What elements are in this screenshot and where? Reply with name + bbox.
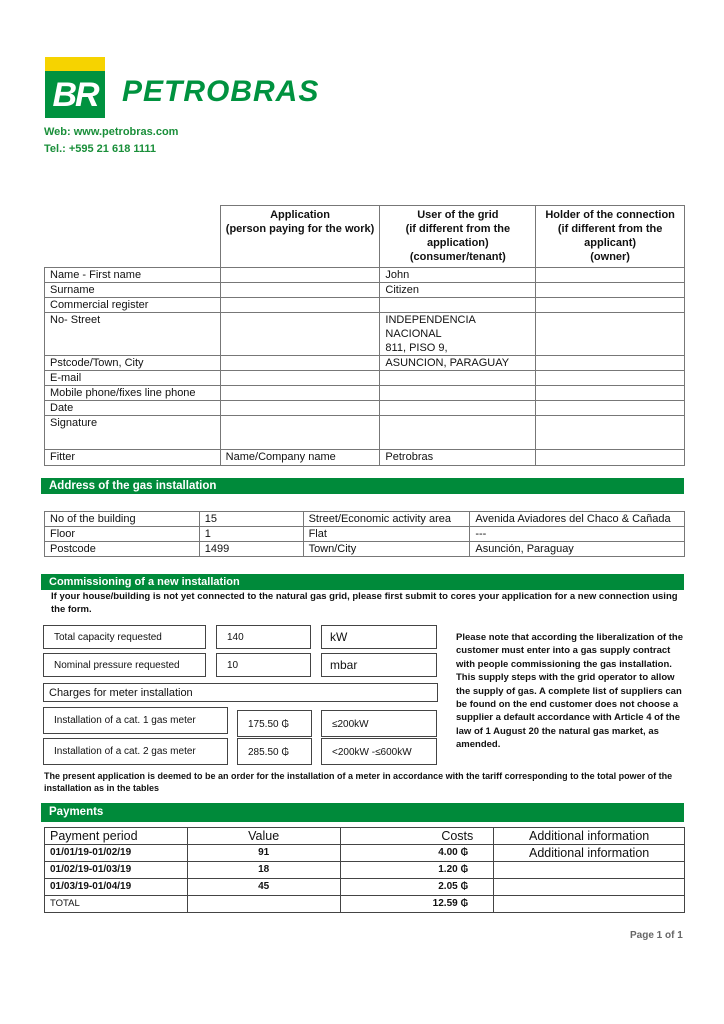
cat2-range-box [321,738,437,765]
pressure-label: Nominal pressure requested [54,660,180,671]
cat2-label: Installation of a cat. 2 gas meter [54,746,196,757]
user-cell[interactable] [380,386,536,401]
address-label: Flat [303,527,470,542]
address-label: No of the building [45,512,200,527]
row-label: No- Street [45,313,221,356]
row-label: Mobile phone/fixes line phone [45,386,221,401]
capacity-label-box [43,625,206,649]
header-user-of-grid: User of the grid (if different from the application) (consumer/tenant) [380,206,536,268]
cat1-label: Installation of a cat. 1 gas meter [54,715,196,726]
page-number: Page 1 of 1 [630,930,683,941]
application-cell[interactable] [220,268,380,283]
address-section-title: Address of the gas installation [41,478,684,494]
address-value[interactable]: 1499 [199,542,303,557]
payment-total-value: 12.59 ₲ [340,896,494,913]
holder-cell[interactable] [536,298,685,313]
address-label: Postcode [45,542,200,557]
row-label: E-mail [45,371,221,386]
cat1-range: ≤200kW [332,719,369,730]
user-cell[interactable]: ASUNCION, PARAGUAY [380,356,536,371]
address-value[interactable]: 15 [199,512,303,527]
holder-cell[interactable] [536,401,685,416]
cat1-price-box [237,710,312,737]
application-cell[interactable]: Name/Company name [220,450,380,466]
user-cell[interactable]: Citizen [380,283,536,298]
web-contact: Web: www.petrobras.com [44,126,179,138]
payment-cost: 1.20 ₲ [340,862,494,879]
application-cell[interactable] [220,313,380,356]
payments-section-title: Payments [41,803,684,822]
row-label: Signature [45,416,221,450]
header-application: Application (person paying for the work) [220,206,380,268]
application-cell[interactable] [220,283,380,298]
cat2-label-box [43,738,228,765]
address-label: Street/Economic activity area [303,512,470,527]
phone-contact: Tel.: +595 21 618 1111 [44,143,157,155]
address-table [44,511,685,557]
payment-value: 91 [187,845,340,862]
payments-header-costs: Costs [340,828,494,845]
order-note: The present application is deemed to be an order for the installation of a meter in accordance with the tariff corresponding to the total power of the installation as in the tables [44,771,673,793]
pressure-unit-box [321,653,437,677]
cat1-range-box [321,710,437,737]
cat1-label-box [43,707,228,734]
user-cell[interactable]: Petrobras [380,450,536,466]
payments-header-value: Value [187,828,340,845]
logo-yellow-stripe [45,57,105,71]
user-cell[interactable] [380,416,536,450]
payment-cost: 2.05 ₲ [340,879,494,896]
payment-period: 01/02/19-01/03/19 [45,862,188,879]
charges-label-box [43,683,438,702]
cat2-price: 285.50 ₲ [248,747,290,758]
address-label: Floor [45,527,200,542]
holder-cell[interactable] [536,356,685,371]
cat2-range: <200kW -≤600kW [332,747,412,758]
holder-cell[interactable] [536,416,685,450]
payment-info [494,879,685,896]
address-value[interactable]: Asunción, Paraguay [470,542,685,557]
user-cell[interactable] [380,371,536,386]
pressure-value: 10 [227,660,239,671]
application-cell[interactable] [220,416,380,450]
logo-wordmark: PETROBRAS [122,75,320,108]
row-label: Name - First name [45,268,221,283]
row-label: Commercial register [45,298,221,313]
holder-cell[interactable] [536,450,685,466]
payments-table [44,827,685,913]
user-cell[interactable]: John [380,268,536,283]
liberalization-note: Please note that according the liberalization of the customer must enter into a gas supply contract with people commissioning the gas installation. This supply steps with the grid operator to allow the supply of gas. A complete list of suppliers can be found on the end customer does not choose a supplier a default accordance with Article 4 of the law of 1 August 20 the natural gas market, as amended. [456,632,683,751]
payment-period: 01/01/19-01/02/19 [45,845,188,862]
address-label: Town/City [303,542,470,557]
capacity-unit: kW [330,630,348,644]
user-cell[interactable] [380,401,536,416]
payment-value: 18 [187,862,340,879]
pressure-unit: mbar [330,658,358,672]
applicant-table [44,205,685,466]
row-label: Surname [45,283,221,298]
holder-cell[interactable] [536,283,685,298]
cat1-price: 175.50 ₲ [248,719,290,730]
holder-cell[interactable] [536,313,685,356]
address-value[interactable]: 1 [199,527,303,542]
header-holder: Holder of the connection (if different from the applicant) (owner) [536,206,685,268]
user-cell[interactable]: INDEPENDENCIA NACIONAL 811, PISO 9, [380,313,536,356]
payment-info [494,862,685,879]
capacity-unit-box [321,625,437,649]
application-cell[interactable] [220,298,380,313]
row-label: Pstcode/Town, City [45,356,221,371]
holder-cell[interactable] [536,386,685,401]
capacity-value-field[interactable] [216,625,311,649]
commissioning-intro: If your house/building is not yet connected to the natural gas grid, please first submit to cores your application for a new connection using the form. [51,591,678,615]
pressure-value-field[interactable] [216,653,311,677]
cat2-price-box [237,738,312,765]
holder-cell[interactable] [536,268,685,283]
payment-period: 01/03/19-01/04/19 [45,879,188,896]
charges-label: Charges for meter installation [49,687,193,699]
application-cell[interactable] [220,356,380,371]
payment-cost: 4.00 ₲ [340,845,494,862]
capacity-value: 140 [227,632,244,643]
pressure-label-box [43,653,206,677]
payment-info: Additional information [494,845,685,862]
payment-total-label: TOTAL [45,896,188,913]
row-label: Date [45,401,221,416]
payment-value: 45 [187,879,340,896]
row-label: Fitter [45,450,221,466]
application-cell[interactable] [220,371,380,386]
logo-mark: BR [52,76,98,114]
address-value[interactable]: --- [470,527,685,542]
application-cell[interactable] [220,401,380,416]
payments-header-info: Additional information [494,828,685,845]
user-cell[interactable] [380,298,536,313]
capacity-label: Total capacity requested [54,632,162,643]
application-cell[interactable] [220,386,380,401]
commissioning-section-title: Commissioning of a new installation [41,574,684,590]
payments-header-period: Payment period [45,828,188,845]
address-value[interactable]: Avenida Aviadores del Chaco & Cañada [470,512,685,527]
holder-cell[interactable] [536,371,685,386]
